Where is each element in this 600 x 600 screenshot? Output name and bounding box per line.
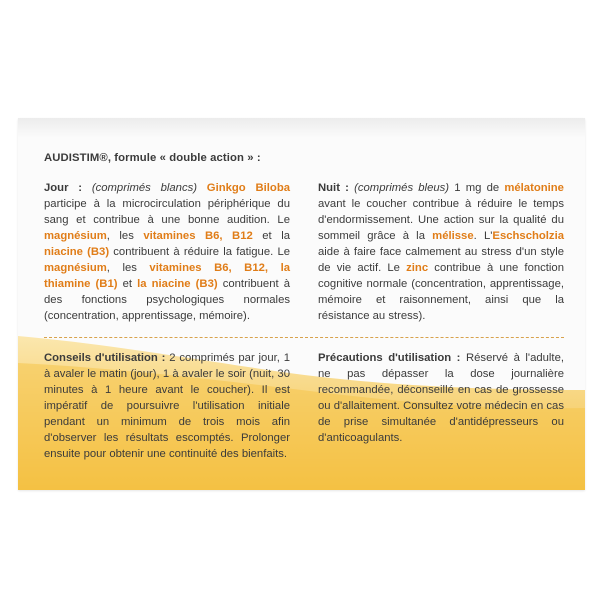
jour-text: participe à la microcirculation périphérique du sang et contribue à une bonne audition. Le <box>44 198 290 226</box>
nuit-paren: (comprimés bleus) <box>354 182 450 194</box>
box-top-edge <box>18 118 585 138</box>
jour-text: contribuent à réduire la fatigue. Le <box>109 246 291 258</box>
ingredient-eschscholzia: Eschscholzia <box>492 230 564 242</box>
nuit-text: 1 mg de <box>449 182 505 194</box>
jour-text: et <box>117 278 138 290</box>
ingredient-vitamines: vitamines B6, B12 <box>143 230 253 242</box>
precautions-text: Réservé à l'adulte, ne pas dépasser la dose journalière recommandée, déconseillé en cas de grossesse ou d'allaitement. Consultez votre médecin en cas de prise simultanée d'antidépresseurs ou d'anticoagulants. <box>318 352 564 444</box>
product-title: AUDISTIM®, formule « double action » : <box>44 152 261 164</box>
conseils-label: Conseils d'utilisation : <box>44 352 166 364</box>
ingredient-melisse: mélisse <box>432 230 474 242</box>
nuit-text: avant le coucher contribue à réduire le temps d'endormissement. Une action sur la qualité du sommeil grâce à la <box>318 198 564 242</box>
nuit-text: . L' <box>473 230 493 242</box>
precautions-label: Précautions d'utilisation : <box>318 352 461 364</box>
dashed-divider <box>44 337 564 338</box>
ingredient-magnesium: magnésium <box>44 262 107 274</box>
jour-text: , les <box>106 262 150 274</box>
ingredient-melatonine: mélatonine <box>504 182 564 194</box>
leaflet-content <box>44 150 564 462</box>
ingredient-magnesium: magnésium <box>44 230 107 242</box>
jour-column <box>44 180 290 324</box>
nuit-text: contribue à une fonction cognitive normale (concentration, apprentissage, mémoire et raisonnement, ainsi que la résistance au stress). <box>318 262 564 322</box>
conseils-column <box>44 350 290 462</box>
nuit-text: aide à faire face calmement au stress d'un style de vie actif. Le <box>318 246 564 274</box>
dosage-section <box>44 180 564 324</box>
ingredient-vitamines-thiamine: vitamines B6, B12, la thiamine (B1) <box>44 262 290 290</box>
ingredient-zinc: zinc <box>406 262 429 274</box>
nuit-column <box>318 180 564 324</box>
precautions-column <box>318 350 564 462</box>
jour-text: , les <box>106 230 144 242</box>
ingredient-ginkgo: Ginkgo Biloba <box>206 182 291 194</box>
jour-paren: (comprimés blancs) <box>91 182 198 194</box>
ingredient-niacine: la niacine (B3) <box>137 278 218 290</box>
jour-text: et la <box>252 230 290 242</box>
usage-section <box>44 350 564 462</box>
jour-label: Jour : <box>44 182 83 194</box>
nuit-label: Nuit : <box>318 182 349 194</box>
ingredient-niacine: niacine (B3) <box>44 246 110 258</box>
jour-text: contribuent à des fonctions psychologiques normales (concentration, apprentissage, mémoire). <box>44 278 290 322</box>
conseils-text: 2 comprimés par jour, 1 à avaler le matin (jour), 1 à avaler le soir (nuit, 30 minutes à 1 heure avant le coucher). Il est impératif de poursuivre l'utilisation initiale pendant un minimum de trois mois afin d'observer les résultats escomptés. Prolonger ensuite pour obtenir une continuité des bienfaits. <box>44 352 290 460</box>
